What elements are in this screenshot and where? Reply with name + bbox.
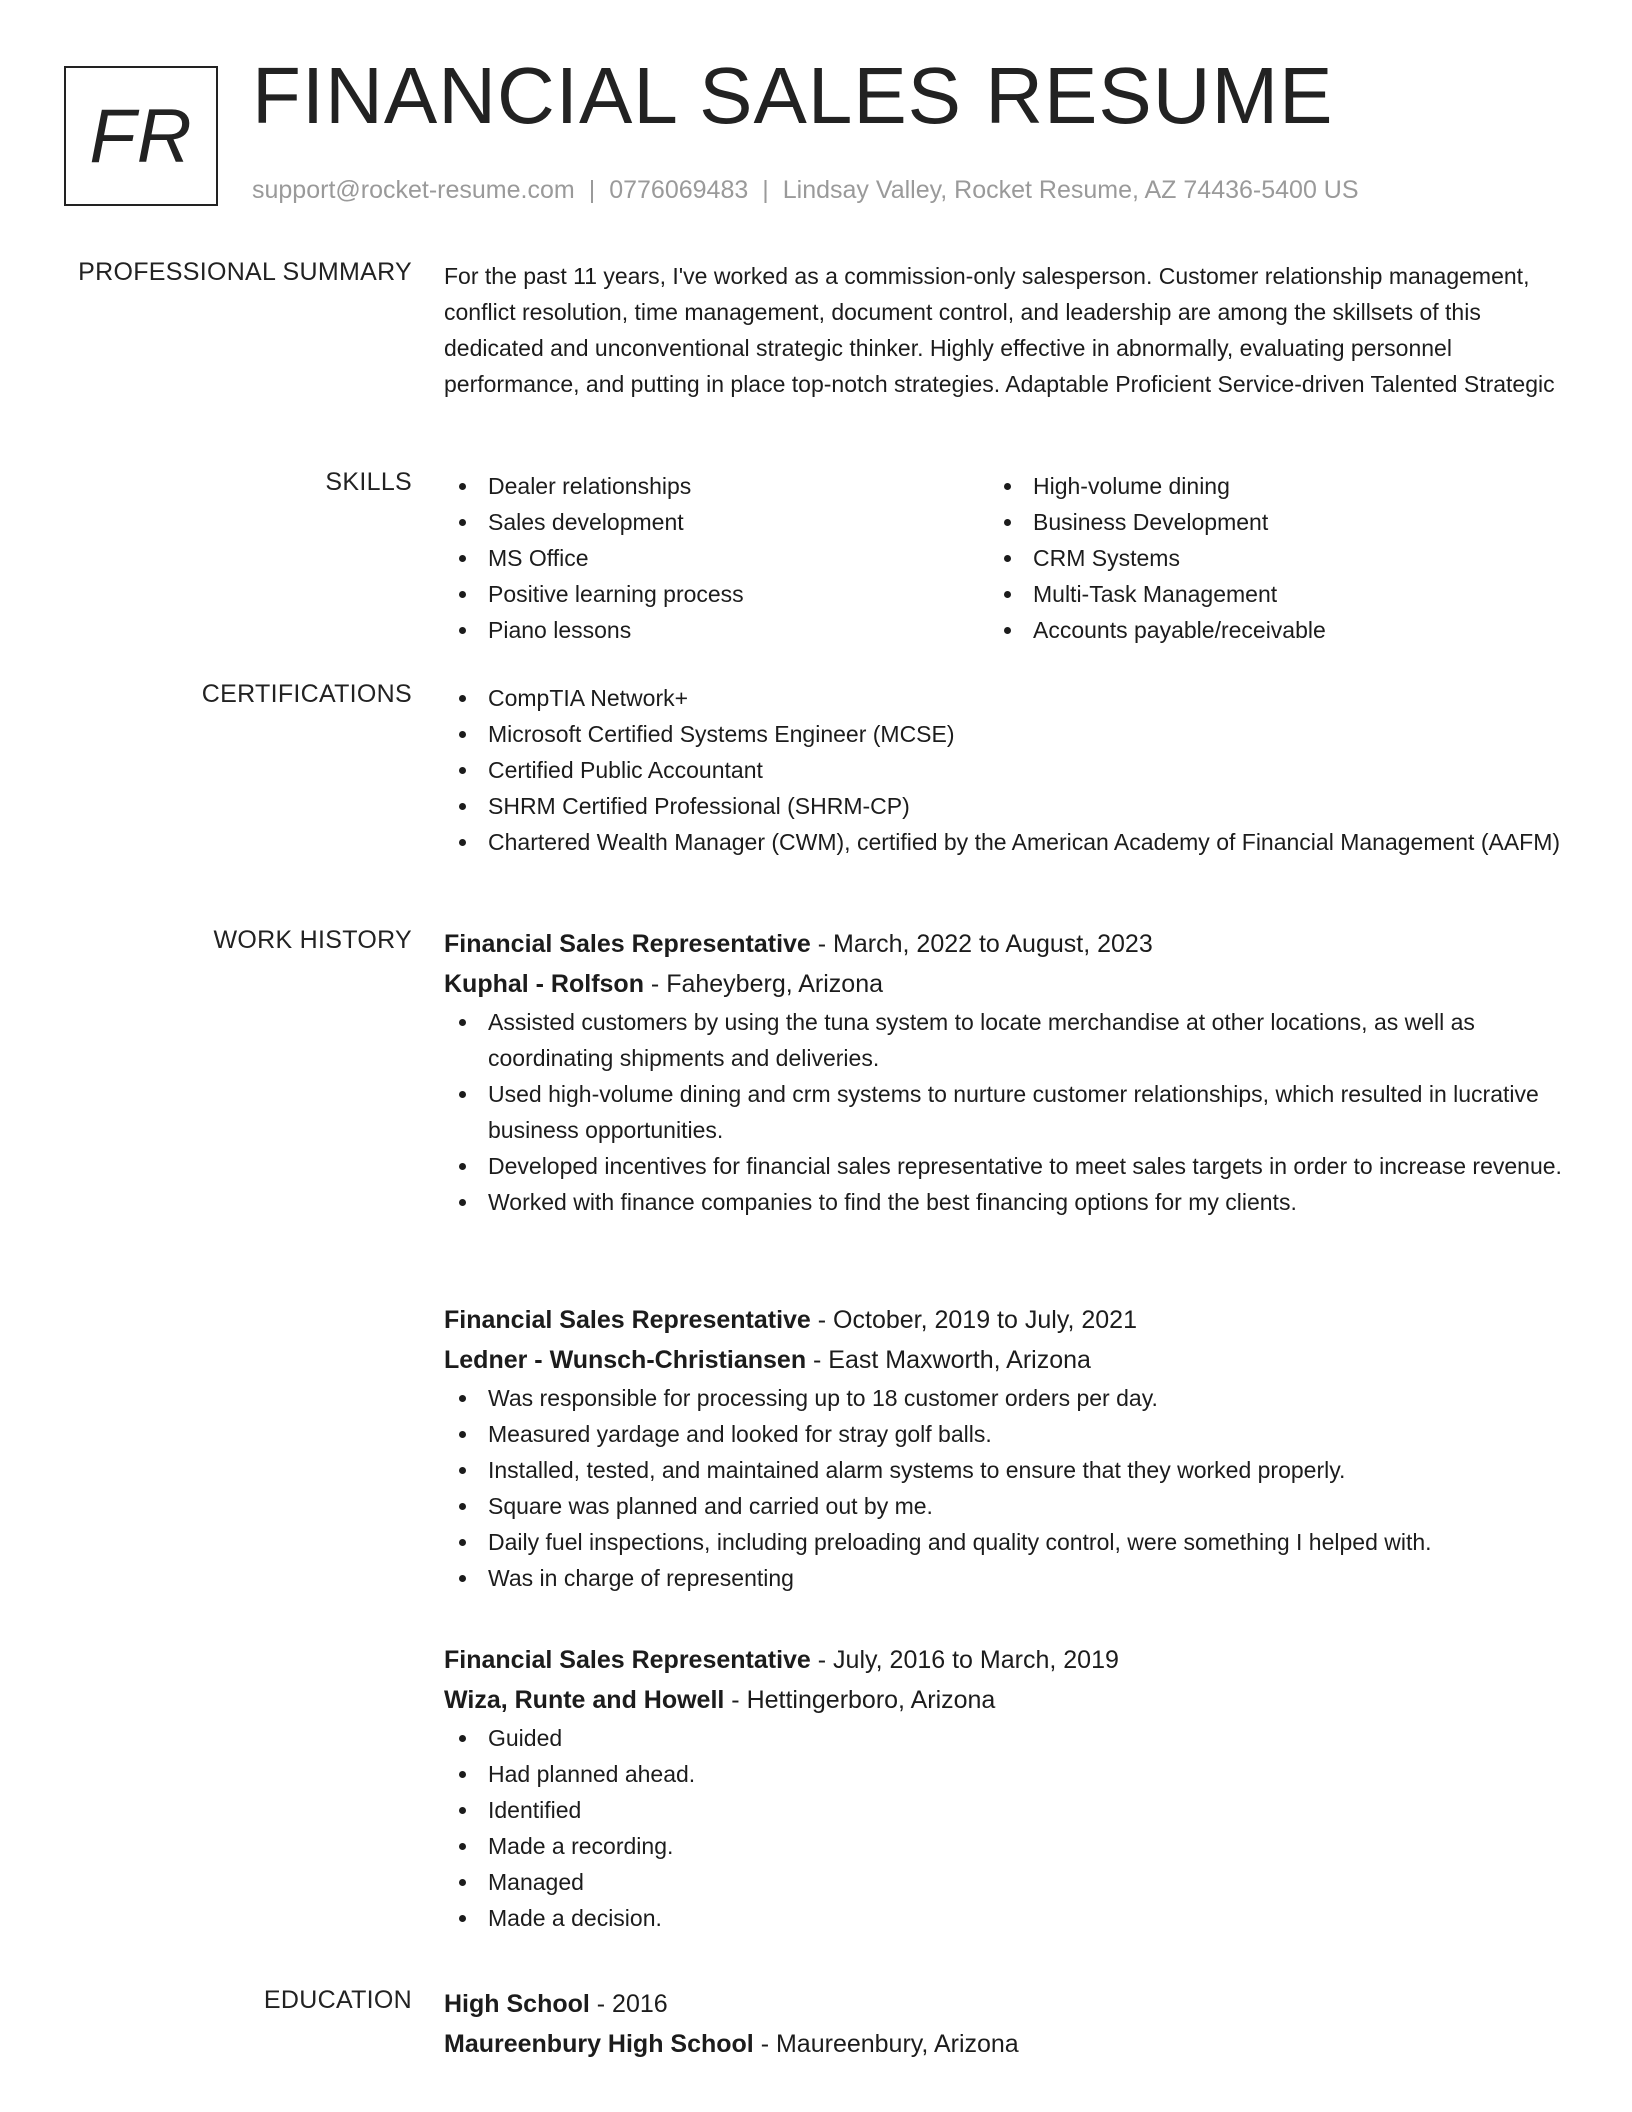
job-company-line xyxy=(444,1680,1564,1720)
list-item: Made a decision. xyxy=(444,1900,1564,1936)
list-item: Installed, tested, and maintained alarm systems to ensure that they worked properly. xyxy=(444,1452,1564,1488)
list-item: Guided xyxy=(444,1720,1564,1756)
skills-list-right xyxy=(989,468,1534,648)
certifications-list xyxy=(444,680,1564,860)
list-item: Positive learning process xyxy=(444,576,989,612)
job-dates: - July, 2016 to March, 2019 xyxy=(810,1646,1119,1674)
job-title: Financial Sales Representative xyxy=(444,1646,811,1674)
education-school-line xyxy=(444,2024,1564,2064)
education-degree: High School xyxy=(444,1990,590,2018)
job-title: Financial Sales Representative xyxy=(444,1306,811,1334)
list-item: SHRM Certified Professional (SHRM-CP) xyxy=(444,788,1564,824)
job-dates: - October, 2019 to July, 2021 xyxy=(810,1306,1137,1334)
monogram: FR xyxy=(64,66,218,206)
summary-text: For the past 11 years, I've worked as a commission-only salesperson. Customer relationship management, conflict resolution, time management, document control, and leadership are among the skillsets of this dedicated and unconventional strategic thinker. Highly effective in abnormally, evaluating personnel performance, and putting in place top-notch strategies. Adaptable Proficient Service-driven Talented Strategic xyxy=(444,263,1555,397)
list-item: MS Office xyxy=(444,540,989,576)
list-item: Was in charge of representing xyxy=(444,1560,1564,1596)
list-item: Assisted customers by using the tuna system to locate merchandise at other locations, as well as coordinating shipments and deliveries. xyxy=(444,1004,1564,1076)
job-title-line xyxy=(444,1640,1564,1680)
list-item: CompTIA Network+ xyxy=(444,680,1564,716)
list-item: Identified xyxy=(444,1792,1564,1828)
list-item: Chartered Wealth Manager (CWM), certified by the American Academy of Financial Management (AAFM) xyxy=(444,824,1564,860)
education-school: Maureenbury High School xyxy=(444,2030,754,2058)
job-entry xyxy=(444,1300,1564,1596)
list-item: Piano lessons xyxy=(444,612,989,648)
list-item: Microsoft Certified Systems Engineer (MCSE) xyxy=(444,716,1564,752)
list-item: Had planned ahead. xyxy=(444,1756,1564,1792)
job-entry xyxy=(444,924,1564,1220)
list-item: Sales development xyxy=(444,504,989,540)
section-label-certifications: CERTIFICATIONS xyxy=(201,680,412,708)
job-entry xyxy=(444,1640,1564,1936)
section-label-work-history: WORK HISTORY xyxy=(213,926,412,954)
job-company: Wiza, Runte and Howell xyxy=(444,1686,725,1714)
resume-title: FINANCIAL SALES RESUME xyxy=(252,51,1334,140)
job-title-line xyxy=(444,1300,1564,1340)
contact-separator: | xyxy=(762,176,769,204)
list-item: Multi-Task Management xyxy=(989,576,1534,612)
job-bullets xyxy=(444,1720,1564,1936)
list-item: Certified Public Accountant xyxy=(444,752,1564,788)
job-location: - Faheyberg, Arizona xyxy=(643,970,883,998)
contact-address: Lindsay Valley, Rocket Resume, AZ 74436-5400 US xyxy=(782,176,1359,204)
list-item: Made a recording. xyxy=(444,1828,1564,1864)
list-item: Dealer relationships xyxy=(444,468,989,504)
job-location: - Hettingerboro, Arizona xyxy=(724,1686,996,1714)
list-item: CRM Systems xyxy=(989,540,1534,576)
skills-list-left xyxy=(444,468,989,648)
list-item: High-volume dining xyxy=(989,468,1534,504)
education-year: - 2016 xyxy=(589,1990,668,2018)
section-label-skills: SKILLS xyxy=(325,468,412,496)
job-bullets xyxy=(444,1004,1564,1220)
job-title-line xyxy=(444,924,1564,964)
list-item: Accounts payable/receivable xyxy=(989,612,1534,648)
education-location: - Maureenbury, Arizona xyxy=(753,2030,1019,2058)
list-item: Developed incentives for financial sales representative to meet sales targets in order to increase revenue. xyxy=(444,1148,1564,1184)
job-dates: - March, 2022 to August, 2023 xyxy=(810,930,1153,958)
list-item: Daily fuel inspections, including preloading and quality control, were something I helped with. xyxy=(444,1524,1564,1560)
list-item: Used high-volume dining and crm systems to nurture customer relationships, which resulted in lucrative business opportunities. xyxy=(444,1076,1564,1148)
list-item: Business Development xyxy=(989,504,1534,540)
job-company: Ledner - Wunsch-Christiansen xyxy=(444,1346,807,1374)
job-location: - East Maxworth, Arizona xyxy=(806,1346,1091,1374)
contact-line xyxy=(252,176,1359,205)
job-title: Financial Sales Representative xyxy=(444,930,811,958)
list-item: Measured yardage and looked for stray golf balls. xyxy=(444,1416,1564,1452)
section-label-education: EDUCATION xyxy=(263,1986,412,2014)
list-item: Square was planned and carried out by me. xyxy=(444,1488,1564,1524)
contact-phone: 0776069483 xyxy=(609,176,749,204)
job-company: Kuphal - Rolfson xyxy=(444,970,644,998)
contact-separator: | xyxy=(588,176,596,204)
job-bullets xyxy=(444,1380,1564,1596)
education-degree-line xyxy=(444,1984,1564,2024)
section-label-summary: PROFESSIONAL SUMMARY xyxy=(78,258,412,286)
job-company-line xyxy=(444,964,1564,1004)
contact-email: support@rocket-resume.com xyxy=(252,176,575,204)
job-company-line xyxy=(444,1340,1564,1380)
list-item: Worked with finance companies to find the best financing options for my clients. xyxy=(444,1184,1564,1220)
list-item: Managed xyxy=(444,1864,1564,1900)
list-item: Was responsible for processing up to 18 customer orders per day. xyxy=(444,1380,1564,1416)
